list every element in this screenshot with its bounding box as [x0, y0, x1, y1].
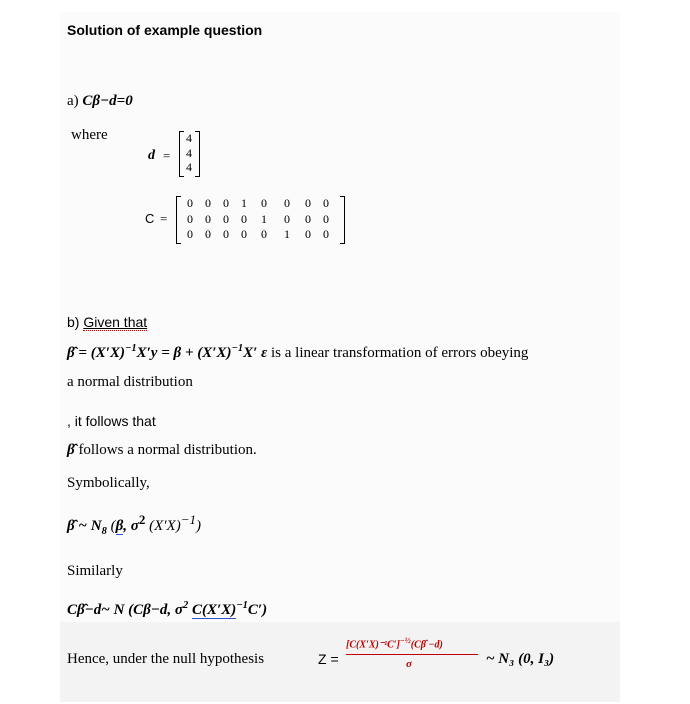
- linear-transformation-text: is a linear transformation of errors obeying: [270, 345, 529, 361]
- c-entry: 1: [261, 211, 267, 226]
- follows-normal-text: follows a normal distribution.: [78, 442, 257, 458]
- c-entry: 0: [261, 227, 267, 241]
- c-entry: 0: [323, 211, 329, 226]
- z-fraction-bar: [346, 654, 478, 655]
- c-entry: 0: [284, 211, 290, 226]
- c-entry: 1: [241, 196, 247, 210]
- d-entry: 4: [186, 160, 192, 174]
- dist-sq: 2: [138, 512, 146, 527]
- c-entry: 0: [323, 227, 329, 241]
- page-title: Solution of example question: [67, 22, 263, 38]
- cb-lhs: Cβ̂−d~ N (Cβ−d, σ: [67, 602, 184, 618]
- c-entry: 0: [305, 227, 311, 241]
- d-entry: 4: [186, 145, 192, 160]
- cb-end: C′): [247, 602, 268, 618]
- part-b-heading: [67, 314, 147, 330]
- d-label: d: [148, 148, 155, 163]
- c-entry: 0: [187, 196, 193, 210]
- normal-distribution-text: a normal distribution: [67, 374, 193, 390]
- dist-sub: 8: [101, 526, 107, 537]
- c-matrix: [181, 196, 335, 243]
- where-label: where: [71, 127, 108, 143]
- c-entry: 0: [223, 227, 229, 241]
- z-numerator: [346, 636, 443, 650]
- c-equals: =: [160, 211, 168, 226]
- part-a-heading: [67, 93, 133, 110]
- distribution-line: [67, 512, 201, 537]
- z-num-exp: −½: [399, 636, 411, 645]
- c-entry: 0: [187, 211, 193, 226]
- c-entry: 0: [305, 196, 311, 210]
- dist-open: (: [110, 518, 116, 534]
- hence-text: Hence, under the null hypothesis: [67, 651, 265, 667]
- z-num-tail: (Cβ̂ −d): [410, 639, 443, 651]
- xy-term: X′y = β + (X′X): [136, 345, 232, 361]
- cb-mid: C(X′X): [192, 602, 237, 618]
- dist-sigma: , σ: [123, 518, 139, 534]
- c-entry: 0: [205, 196, 211, 210]
- inverse-exp-2: −1: [231, 343, 244, 354]
- c-label: C: [145, 211, 155, 226]
- d-right-bracket: [195, 131, 200, 177]
- d-entry: 4: [186, 131, 192, 145]
- c-entry: 0: [305, 211, 311, 226]
- z-denominator: σ: [406, 658, 412, 670]
- part-b-label: b): [67, 314, 80, 330]
- z-label: Z =: [318, 651, 339, 667]
- c-right-bracket: [340, 196, 345, 244]
- beta-hat-equation-line: [67, 343, 528, 362]
- similarly-text: Similarly: [67, 563, 123, 579]
- c-entry: 0: [223, 196, 229, 210]
- c-entry: 0: [284, 196, 290, 210]
- beta-hat-eq: β̂ = (X′X): [67, 345, 125, 361]
- dist-neg1: −1: [180, 512, 196, 527]
- d-equals: =: [163, 148, 171, 163]
- symbolically-text: Symbolically,: [67, 475, 150, 491]
- z-distribution: ~ N₃ (0, I₃): [486, 651, 555, 667]
- c-entry: 0: [323, 196, 329, 210]
- beta-hat-follows-line: [67, 442, 257, 459]
- dist-beta: β: [115, 518, 124, 534]
- dist-lhs: β̂ ~ N: [67, 518, 102, 534]
- beta-hat-symbol: β̂: [67, 442, 75, 458]
- it-follows-text: , it follows that: [67, 413, 156, 429]
- c-entry: 0: [205, 211, 211, 226]
- c-entry: 0: [187, 227, 193, 241]
- cb-sq: 2: [183, 600, 189, 611]
- c-entry: 0: [241, 227, 247, 241]
- dist-close: ): [196, 518, 201, 534]
- c-entry: 0: [241, 211, 247, 226]
- xe-term: X′ ε: [243, 345, 268, 361]
- given-that-text: Given that: [83, 314, 148, 330]
- c-entry: 0: [261, 196, 267, 210]
- cb-neg1: −1: [236, 600, 248, 611]
- d-vector: [183, 131, 195, 175]
- c-entry: 0: [205, 227, 211, 241]
- z-num: [C(X′X)⁻¹C′]: [346, 639, 400, 651]
- dist-xx: (X′X): [149, 518, 181, 534]
- c-entry: 1: [284, 227, 290, 241]
- part-a-label: a): [67, 93, 79, 109]
- c-entry: 0: [223, 211, 229, 226]
- part-a-equation: Cβ−d=0: [82, 93, 133, 109]
- cb-distribution-line: [67, 600, 267, 619]
- inverse-exp: −1: [124, 343, 137, 354]
